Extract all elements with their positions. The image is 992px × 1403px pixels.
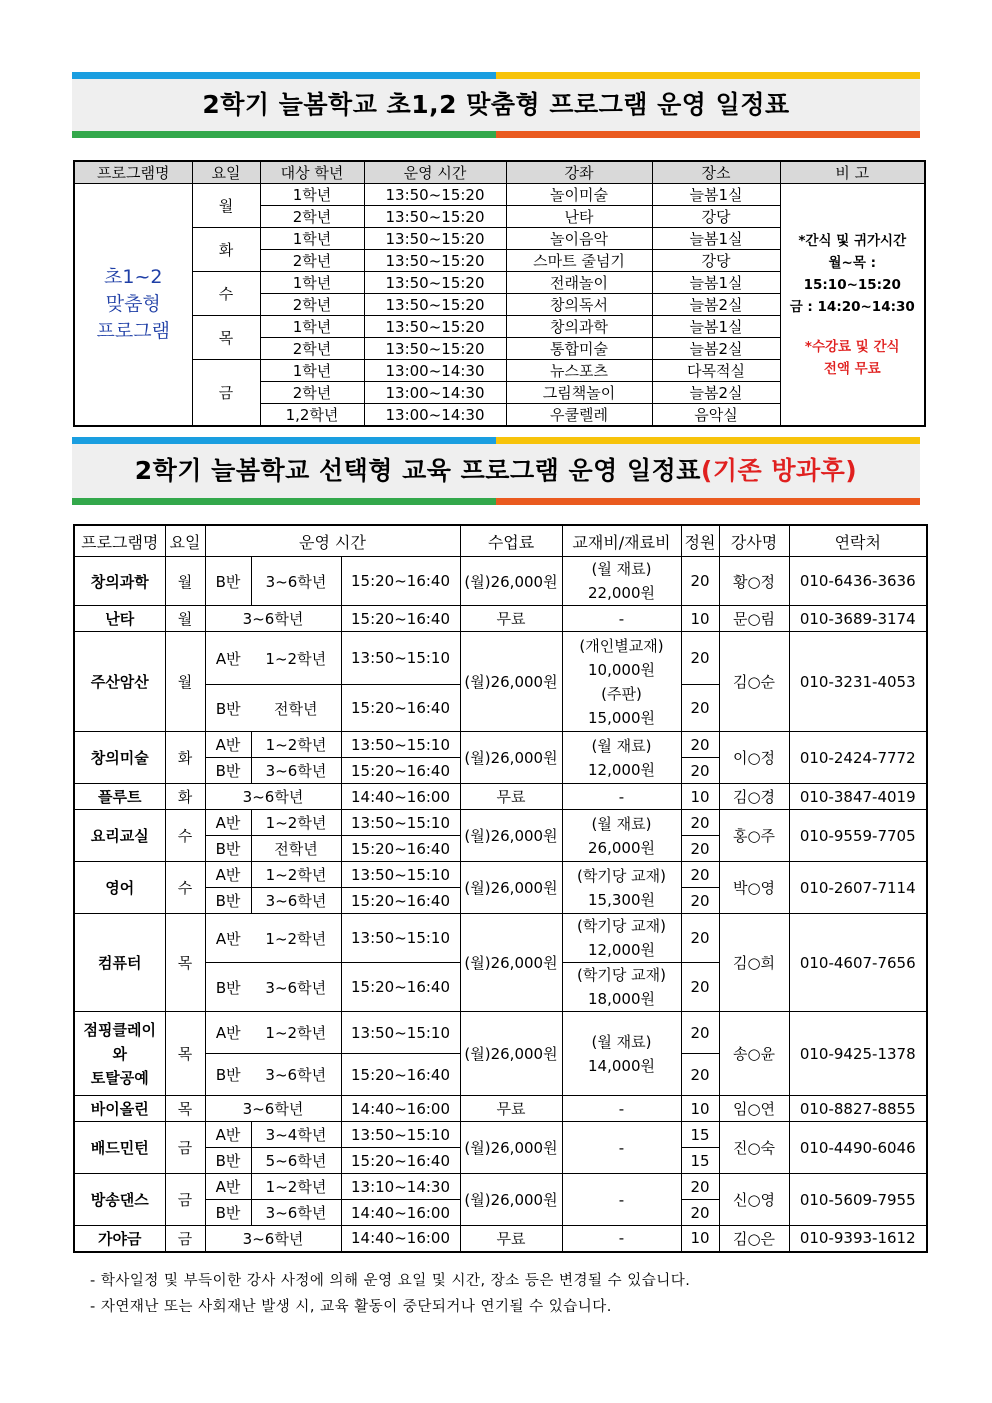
- program-cell: 배드민턴: [74, 1122, 165, 1174]
- table-row: [74, 914, 927, 963]
- program-cell: 가야금: [74, 1226, 165, 1252]
- day-cell: 수: [165, 810, 205, 862]
- fee-cell: (월)26,000원: [460, 810, 562, 862]
- grade-cell: 3~6학년: [251, 1200, 341, 1226]
- table-row: [74, 1122, 927, 1148]
- program-cell: 영어: [74, 862, 165, 914]
- material-cell: (월 재료) 12,000원: [562, 732, 681, 784]
- class-cell: A반: [205, 810, 251, 836]
- teacher-cell: 박○영: [719, 862, 789, 914]
- class-cell: A반: [205, 1122, 251, 1148]
- program-cell: 컴퓨터: [74, 914, 165, 1012]
- day-cell: 금: [192, 360, 260, 427]
- grade-cell: 5~6학년: [251, 1148, 341, 1174]
- class-cell: A반: [205, 632, 251, 685]
- table-row: [74, 557, 927, 606]
- place-cell: 음악실: [652, 404, 780, 427]
- day-cell: 수: [192, 272, 260, 316]
- capacity-cell: 20: [681, 862, 719, 888]
- remark-line: 금 : 14:20~14:30: [789, 298, 915, 315]
- footnotes: [90, 1268, 690, 1320]
- header-cell: 요일: [192, 161, 260, 184]
- class-cell: A반: [205, 732, 251, 758]
- table-row: [74, 606, 927, 632]
- phone-cell: 010-3231-4053: [789, 632, 927, 732]
- time-cell: 15:20~16:40: [341, 557, 460, 606]
- time-cell: 15:20~16:40: [341, 1148, 460, 1174]
- place-cell: 강당: [652, 250, 780, 272]
- class-cell: B반: [205, 758, 251, 784]
- capacity-cell: 20: [681, 963, 719, 1012]
- capacity-cell: 20: [681, 685, 719, 732]
- grade-cell: 3~6학년: [251, 1054, 341, 1096]
- time-cell: 13:50~15:20: [364, 294, 506, 316]
- grade-cell: 3~6학년: [205, 606, 341, 632]
- material-cell: (학기당 교재) 15,300원: [562, 862, 681, 914]
- grade-cell: 3~6학년: [251, 557, 341, 606]
- grade-cell: 1~2학년: [251, 1012, 341, 1054]
- capacity-cell: 20: [681, 810, 719, 836]
- header-cell: 프로그램명: [74, 525, 165, 557]
- table-row: [74, 1096, 927, 1122]
- course-cell: 놀이미술: [506, 184, 652, 206]
- class-cell: A반: [205, 1174, 251, 1200]
- place-cell: 강당: [652, 206, 780, 228]
- teacher-cell: 임○연: [719, 1096, 789, 1122]
- time-cell: 13:50~15:20: [364, 184, 506, 206]
- teacher-cell: 진○숙: [719, 1122, 789, 1174]
- course-cell: 스마트 줄넘기: [506, 250, 652, 272]
- banner-2: [72, 437, 920, 505]
- grade-cell: 1학년: [260, 316, 364, 338]
- teacher-cell: 송○윤: [719, 1012, 789, 1096]
- day-cell: 월: [165, 606, 205, 632]
- day-cell: 목: [192, 316, 260, 360]
- grade-cell: 2학년: [260, 294, 364, 316]
- table-header-row: [74, 161, 925, 184]
- footnote: - 학사일정 및 부득이한 강사 사정에 의해 운영 요일 및 시간, 장소 등은 변경될 수 있습니다.: [90, 1273, 691, 1289]
- day-cell: 금: [165, 1122, 205, 1174]
- table-row: [74, 810, 927, 836]
- day-cell: 목: [165, 1096, 205, 1122]
- capacity-cell: 20: [681, 557, 719, 606]
- grade-cell: 3~6학년: [251, 888, 341, 914]
- phone-cell: 010-9559-7705: [789, 810, 927, 862]
- material-cell: (월 재료) 22,000원: [562, 557, 681, 606]
- capacity-cell: 20: [681, 1200, 719, 1226]
- header-cell: 정원: [681, 525, 719, 557]
- material-cell: (개인별교재) 10,000원 (주판) 15,000원: [562, 632, 681, 732]
- schedule-table-2: [73, 524, 928, 1253]
- program-cell: 바이올린: [74, 1096, 165, 1122]
- time-cell: 13:50~15:20: [364, 338, 506, 360]
- course-cell: 뉴스포츠: [506, 360, 652, 382]
- material-cell: -: [562, 1122, 681, 1174]
- grade-cell: 1~2학년: [251, 632, 341, 685]
- phone-cell: 010-6436-3636: [789, 557, 927, 606]
- capacity-cell: 15: [681, 1122, 719, 1148]
- header-cell: 강사명: [719, 525, 789, 557]
- class-cell: B반: [205, 836, 251, 862]
- banner-top-stripe: [72, 437, 920, 444]
- grade-cell: 1,2학년: [260, 404, 364, 427]
- header-cell: 교재비/재료비: [562, 525, 681, 557]
- material-cell: -: [562, 1174, 681, 1226]
- phone-cell: 010-4490-6046: [789, 1122, 927, 1174]
- remark-line: *간식 및 귀가시간: [798, 232, 907, 249]
- grade-cell: 1학년: [260, 272, 364, 294]
- fee-cell: (월)26,000원: [460, 732, 562, 784]
- phone-cell: 010-9425-1378: [789, 1012, 927, 1096]
- day-cell: 금: [165, 1174, 205, 1226]
- course-cell: 창의과학: [506, 316, 652, 338]
- program-name-cell: [74, 184, 192, 427]
- time-cell: 15:20~16:40: [341, 888, 460, 914]
- class-cell: B반: [205, 557, 251, 606]
- class-cell: B반: [205, 1200, 251, 1226]
- time-cell: 13:50~15:20: [364, 272, 506, 294]
- place-cell: 늘봄1실: [652, 272, 780, 294]
- header-cell: 요일: [165, 525, 205, 557]
- teacher-cell: 김○은: [719, 1226, 789, 1252]
- teacher-cell: 문○림: [719, 606, 789, 632]
- course-cell: 우쿨렐레: [506, 404, 652, 427]
- phone-cell: 010-3847-4019: [789, 784, 927, 810]
- teacher-cell: 홍○주: [719, 810, 789, 862]
- material-cell: -: [562, 784, 681, 810]
- fee-cell: (월)26,000원: [460, 1012, 562, 1096]
- header-cell: 수업료: [460, 525, 562, 557]
- grade-cell: 1~2학년: [251, 732, 341, 758]
- material-cell: (학기당 교재) 18,000원: [562, 963, 681, 1012]
- table-header-row: [74, 525, 927, 557]
- fee-cell: (월)26,000원: [460, 557, 562, 606]
- header-cell: 운영 시간: [364, 161, 506, 184]
- fee-cell: (월)26,000원: [460, 862, 562, 914]
- place-cell: 늘봄2실: [652, 382, 780, 404]
- remark-line: 월~목 : 15:10~15:20: [803, 254, 901, 293]
- material-cell: -: [562, 606, 681, 632]
- time-cell: 13:50~15:10: [341, 732, 460, 758]
- teacher-cell: 황○정: [719, 557, 789, 606]
- grade-cell: 2학년: [260, 338, 364, 360]
- table-row: [74, 184, 925, 206]
- place-cell: 늘봄1실: [652, 228, 780, 250]
- course-cell: 난타: [506, 206, 652, 228]
- time-cell: 13:50~15:10: [341, 632, 460, 685]
- time-cell: 15:20~16:40: [341, 758, 460, 784]
- time-cell: 14:40~16:00: [341, 1096, 460, 1122]
- capacity-cell: 10: [681, 1096, 719, 1122]
- time-cell: 14:40~16:00: [341, 1226, 460, 1252]
- remark-free-line: *수강료 및 간식: [804, 338, 900, 355]
- course-cell: 통합미술: [506, 338, 652, 360]
- program-cell: 난타: [74, 606, 165, 632]
- place-cell: 늘봄2실: [652, 294, 780, 316]
- grade-cell: 3~6학년: [205, 1096, 341, 1122]
- capacity-cell: 10: [681, 784, 719, 810]
- time-cell: 13:00~14:30: [364, 404, 506, 427]
- grade-cell: 전학년: [251, 836, 341, 862]
- banner-bottom-stripe: [72, 498, 920, 505]
- table-row: [74, 784, 927, 810]
- teacher-cell: 김○희: [719, 914, 789, 1012]
- course-cell: 창의독서: [506, 294, 652, 316]
- day-cell: 월: [192, 184, 260, 228]
- header-cell: 대상 학년: [260, 161, 364, 184]
- grade-cell: 1~2학년: [251, 1174, 341, 1200]
- page-title-2: [72, 444, 920, 498]
- remarks-cell: [780, 184, 925, 427]
- table-row: [74, 1174, 927, 1200]
- class-cell: B반: [205, 685, 251, 732]
- time-cell: 13:50~15:10: [341, 914, 460, 963]
- material-cell: (월 재료) 14,000원: [562, 1012, 681, 1096]
- course-cell: 그림책놀이: [506, 382, 652, 404]
- day-cell: 금: [165, 1226, 205, 1252]
- capacity-cell: 20: [681, 1012, 719, 1054]
- header-cell: 연락처: [789, 525, 927, 557]
- grade-cell: 2학년: [260, 250, 364, 272]
- capacity-cell: 20: [681, 888, 719, 914]
- grade-cell: 1학년: [260, 228, 364, 250]
- grade-cell: 3~6학년: [205, 1226, 341, 1252]
- grade-cell: 3~4학년: [251, 1122, 341, 1148]
- fee-cell: (월)26,000원: [460, 632, 562, 732]
- capacity-cell: 20: [681, 1174, 719, 1200]
- fee-cell: (월)26,000원: [460, 914, 562, 1012]
- time-cell: 15:20~16:40: [341, 1054, 460, 1096]
- program-cell: 요리교실: [74, 810, 165, 862]
- program-cell: 주산암산: [74, 632, 165, 732]
- class-cell: B반: [205, 1054, 251, 1096]
- grade-cell: 3~6학년: [251, 758, 341, 784]
- place-cell: 늘봄2실: [652, 338, 780, 360]
- phone-cell: 010-5609-7955: [789, 1174, 927, 1226]
- phone-cell: 010-3689-3174: [789, 606, 927, 632]
- place-cell: 늘봄1실: [652, 316, 780, 338]
- table-row: [74, 1012, 927, 1054]
- program-cell: 점핑클레이 와 토탈공예: [74, 1012, 165, 1096]
- teacher-cell: 김○순: [719, 632, 789, 732]
- day-cell: 목: [165, 1012, 205, 1096]
- program-name: 초1~2 맞춤형 프로그램: [96, 266, 170, 342]
- teacher-cell: 신○영: [719, 1174, 789, 1226]
- place-cell: 늘봄1실: [652, 184, 780, 206]
- time-cell: 13:50~15:20: [364, 206, 506, 228]
- time-cell: 13:00~14:30: [364, 382, 506, 404]
- program-cell: 창의과학: [74, 557, 165, 606]
- grade-cell: 3~6학년: [251, 963, 341, 1012]
- class-cell: B반: [205, 888, 251, 914]
- schedule-table-1: [73, 160, 926, 427]
- capacity-cell: 20: [681, 632, 719, 685]
- capacity-cell: 15: [681, 1148, 719, 1174]
- fee-cell: (월)26,000원: [460, 1122, 562, 1174]
- header-cell: 강좌: [506, 161, 652, 184]
- time-cell: 15:20~16:40: [341, 836, 460, 862]
- teacher-cell: 이○정: [719, 732, 789, 784]
- grade-cell: 전학년: [251, 685, 341, 732]
- phone-cell: 010-2607-7114: [789, 862, 927, 914]
- grade-cell: 1~2학년: [251, 914, 341, 963]
- header-cell: 장소: [652, 161, 780, 184]
- material-cell: (학기당 교재) 12,000원: [562, 914, 681, 963]
- time-cell: 13:50~15:10: [341, 1122, 460, 1148]
- grade-cell: 1학년: [260, 360, 364, 382]
- time-cell: 15:20~16:40: [341, 606, 460, 632]
- program-cell: 플루트: [74, 784, 165, 810]
- phone-cell: 010-8827-8855: [789, 1096, 927, 1122]
- day-cell: 수: [165, 862, 205, 914]
- course-cell: 놀이음악: [506, 228, 652, 250]
- banner-top-stripe: [72, 72, 920, 79]
- phone-cell: 010-2424-7772: [789, 732, 927, 784]
- day-cell: 화: [165, 732, 205, 784]
- class-cell: B반: [205, 1148, 251, 1174]
- time-cell: 13:50~15:10: [341, 862, 460, 888]
- day-cell: 화: [165, 784, 205, 810]
- teacher-cell: 김○경: [719, 784, 789, 810]
- grade-cell: 2학년: [260, 382, 364, 404]
- material-cell: -: [562, 1096, 681, 1122]
- capacity-cell: 20: [681, 732, 719, 758]
- time-cell: 13:50~15:10: [341, 1012, 460, 1054]
- time-cell: 14:40~16:00: [341, 784, 460, 810]
- class-cell: A반: [205, 914, 251, 963]
- day-cell: 월: [165, 557, 205, 606]
- title-highlight: (기존 방과후): [700, 456, 858, 485]
- time-cell: 14:40~16:00: [341, 1200, 460, 1226]
- time-cell: 13:00~14:30: [364, 360, 506, 382]
- grade-cell: 1~2학년: [251, 862, 341, 888]
- fee-cell: 무료: [460, 784, 562, 810]
- phone-cell: 010-9393-1612: [789, 1226, 927, 1252]
- time-cell: 13:50~15:20: [364, 250, 506, 272]
- capacity-cell: 10: [681, 1226, 719, 1252]
- table-row: [74, 632, 927, 685]
- header-cell: 운영 시간: [205, 525, 460, 557]
- day-cell: 월: [165, 632, 205, 732]
- capacity-cell: 20: [681, 1054, 719, 1096]
- material-cell: -: [562, 1226, 681, 1252]
- fee-cell: 무료: [460, 1096, 562, 1122]
- capacity-cell: 10: [681, 606, 719, 632]
- grade-cell: 1~2학년: [251, 810, 341, 836]
- remark-free-line: 전액 무료: [823, 360, 881, 377]
- fee-cell: 무료: [460, 606, 562, 632]
- program-cell: 방송댄스: [74, 1174, 165, 1226]
- header-cell: 비 고: [780, 161, 925, 184]
- place-cell: 다목적실: [652, 360, 780, 382]
- material-cell: (월 재료) 26,000원: [562, 810, 681, 862]
- table-row: [74, 862, 927, 888]
- phone-cell: 010-4607-7656: [789, 914, 927, 1012]
- day-cell: 화: [192, 228, 260, 272]
- day-cell: 목: [165, 914, 205, 1012]
- fee-cell: 무료: [460, 1226, 562, 1252]
- banner-bottom-stripe: [72, 131, 920, 138]
- time-cell: 15:20~16:40: [341, 685, 460, 732]
- grade-cell: 1학년: [260, 184, 364, 206]
- table-row: [74, 1226, 927, 1252]
- time-cell: 15:20~16:40: [341, 963, 460, 1012]
- class-cell: A반: [205, 1012, 251, 1054]
- title-main: 2학기 늘봄학교 선택형 교육 프로그램 운영 일정표: [134, 456, 701, 485]
- class-cell: A반: [205, 862, 251, 888]
- program-cell: 창의미술: [74, 732, 165, 784]
- footnote: - 자연재난 또는 사회재난 발생 시, 교육 활동이 중단되거나 연기될 수 있습니다.: [90, 1299, 612, 1315]
- fee-cell: (월)26,000원: [460, 1174, 562, 1226]
- time-cell: 13:50~15:10: [341, 810, 460, 836]
- capacity-cell: 20: [681, 914, 719, 963]
- time-cell: 13:50~15:20: [364, 228, 506, 250]
- course-cell: 전래놀이: [506, 272, 652, 294]
- class-cell: B반: [205, 963, 251, 1012]
- page-title-1: 2학기 늘봄학교 초1,2 맞춤형 프로그램 운영 일정표: [72, 79, 920, 131]
- time-cell: 13:10~14:30: [341, 1174, 460, 1200]
- capacity-cell: 20: [681, 758, 719, 784]
- time-cell: 13:50~15:20: [364, 316, 506, 338]
- table-row: [74, 732, 927, 758]
- grade-cell: 2학년: [260, 206, 364, 228]
- banner-1: [72, 72, 920, 138]
- capacity-cell: 20: [681, 836, 719, 862]
- header-cell: 프로그램명: [74, 161, 192, 184]
- grade-cell: 3~6학년: [205, 784, 341, 810]
